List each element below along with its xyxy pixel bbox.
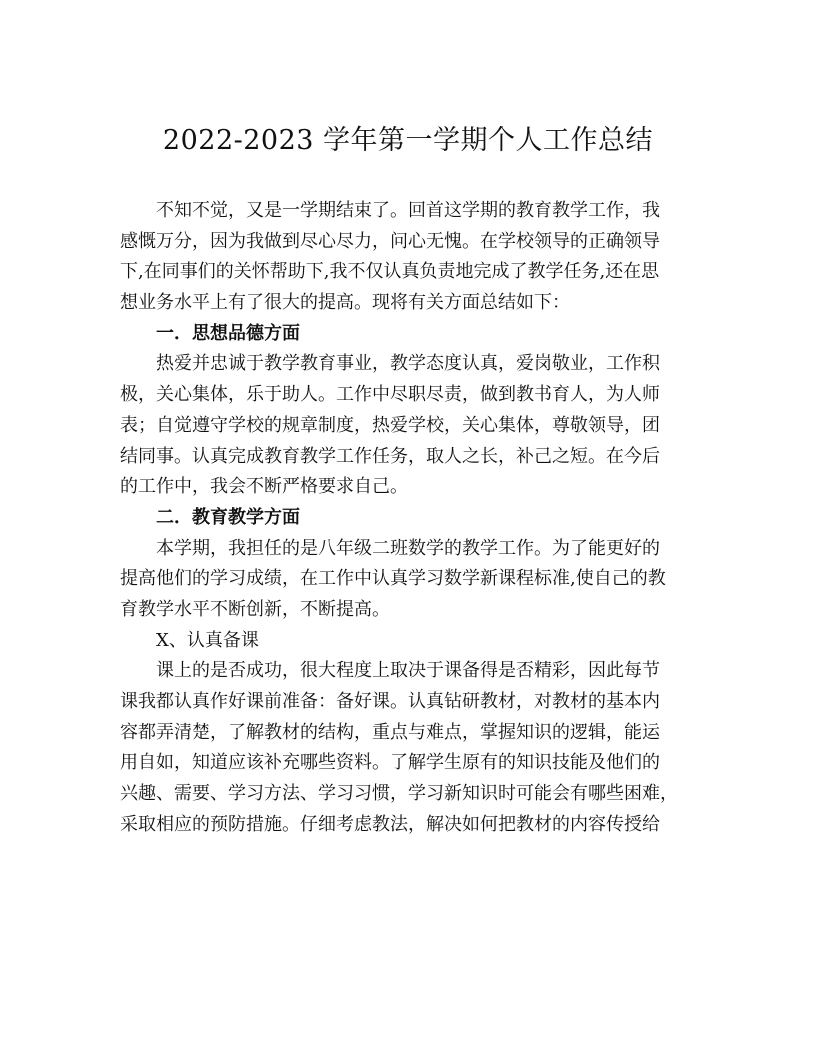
line-text: 表；自觉遵守学校的规章制度，热爱学校，关心集体，尊敬领导，团 [120, 414, 660, 436]
paragraph-line [120, 748, 690, 779]
paragraph-line [120, 288, 690, 319]
line-text: 用自如，知道应该补充哪些资料。了解学生原有的知识技能及他们的 [120, 752, 660, 774]
heading-text: X、认真备课 [156, 629, 259, 651]
paragraph-line [120, 411, 690, 442]
paragraph-line [120, 595, 690, 626]
line-text: 极，关心集体，乐于助人。工作中尽职尽责，做到教书育人，为人师 [120, 384, 660, 406]
line-text: 育教学水平不断创新，不断提高。 [120, 598, 390, 620]
line-text: 提高他们的学习成绩，在工作中认真学习数学新课程标准,使自己的教 [120, 568, 666, 590]
line-text: 的工作中，我会不断严格要求自己。 [120, 476, 408, 498]
section-heading-moral [120, 319, 690, 350]
paragraph-line [120, 442, 690, 473]
line-text: 热爱并忠诚于教学教育事业，教学态度认真，爱岗敬业，工作积 [156, 353, 660, 375]
paragraph-line [120, 687, 690, 718]
paragraph-line [120, 227, 690, 258]
line-text: 不知不觉，又是一学期结束了。回首这学期的教育教学工作，我 [156, 200, 660, 221]
section-heading-teaching [120, 503, 690, 534]
paragraph-line [120, 472, 690, 503]
line-text: 下,在同事们的关怀帮助下,我不仅认真负责地完成了教学任务,还在思 [120, 261, 660, 283]
line-text: 结同事。认真完成教育教学工作任务，取人之长，补己之短。在今后 [120, 445, 660, 467]
line-text: 本学期，我担任的是八年级二班数学的教学工作。为了能更好的 [156, 537, 660, 559]
line-text: 感慨万分，因为我做到尽心尽力，问心无愧。在学校领导的正确领导 [120, 230, 660, 252]
paragraph-line [120, 196, 690, 227]
line-text: 采取相应的预防措施。仔细考虑教法，解决如何把教材的内容传授给 [120, 813, 660, 835]
paragraph-line [120, 534, 690, 565]
heading-text: 二．教育教学方面 [156, 506, 300, 528]
document-body [120, 196, 690, 840]
paragraph-line [120, 349, 690, 380]
line-text: 兴趣、需要、学习方法、学习习惯，学习新知识时可能会有哪些困难， [120, 783, 678, 805]
line-text: 课上的是否成功，很大程度上取决于课备得是否精彩，因此每节 [156, 660, 660, 682]
line-text: 容都弄清楚，了解教材的结构，重点与难点，掌握知识的逻辑，能运 [120, 721, 660, 743]
document-title: 2022-2023 学年第一学期个人工作总结 [162, 125, 654, 156]
paragraph-line [120, 656, 690, 687]
paragraph-line [120, 257, 690, 288]
paragraph-line [120, 564, 690, 595]
paragraph-line [120, 810, 690, 841]
line-text: 想业务水平上有了很大的提高。现将有关方面总结如下： [120, 292, 570, 314]
paragraph-line [120, 380, 690, 411]
subsection-heading-lesson-prep [120, 626, 690, 657]
paragraph-line [120, 779, 690, 810]
heading-text: 一．思想品德方面 [156, 322, 300, 344]
line-text: 课我都认真作好课前准备：备好课。认真钻研教材，对教材的基本内 [120, 691, 660, 712]
paragraph-line [120, 718, 690, 749]
